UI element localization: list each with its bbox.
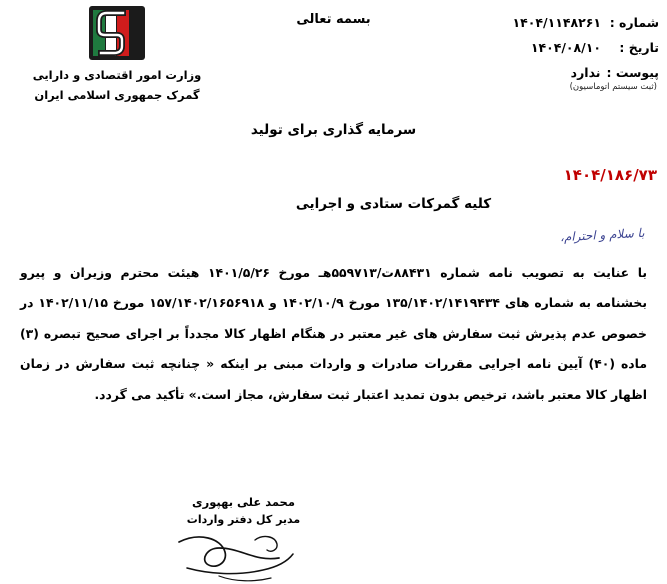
organization-name-line1: وزارت امور اقتصادی و دارایی [32,68,202,82]
document-number: ۱۴۰۴/۱۸۶/۷۳ [563,166,657,184]
organization-logo-block [12,6,222,105]
meta-label-number: شماره : [609,15,659,30]
document-header [0,0,667,130]
document-subject: سرمایه گذاری برای تولید [250,122,417,138]
body-paragraph: با عنایت به تصویب نامه شماره ۸۸۴۳۱ت/۵۵۹۷۱۳هـ مورخ ۱۴۰۱/۵/۲۶ هیئت محترم وزیران و پیرو بخشنامه به شماره های ۱۳۵/۱۴۰۲/۱۴۱۹۴۳۴ مورخ ۱۴۰۲/۱۰/۹ و ۱۵۷/۱۴۰۲/۱۶۵۶۹۱۸ مورخ ۱۴۰۲/۱۱/۱۵ در خصوص عدم پذیرش ثبت سفارش های غیر معتبر در هنگام اظهار کالا مجدداً بر اجرای صحیح تبصره (۳) ماده (۴۰) آیین نامه اجرایی مقررات صادرات و واردات مبنی بر اینکه « چنانچه ثبت سفارش در زمان اظهار کالا معتبر باشد، ترخیص بدون تمدید اعتبار ثبت سفارش، مجاز است.» تأکید می گردد. [20,265,648,402]
organization-name-line2: گمرک جمهوری اسلامی ایران [34,87,200,102]
meta-row-date [469,35,659,60]
document-salutation: با سلام و احترام، [560,225,646,245]
meta-value-attachment: ندارد [570,65,601,80]
document-addressee: کلیه گمرکات ستادی و اجرایی [295,196,492,212]
signature-block [0,492,667,584]
document-body [20,258,647,412]
meta-value-date: ۱۴۰۴/۰۸/۱۰ [530,40,601,55]
signatory-title: مدیر کل دفتر واردات [186,512,301,526]
customs-emblem-icon [89,6,145,60]
handwritten-signature [0,528,487,584]
signatory-name: محمد علی بهپوری [192,495,295,509]
meta-automation-note: (ثبت سیستم اتوماسیون) [569,82,657,92]
meta-value-number: ۱۴۰۴/۱۱۴۸۲۶۱ [512,15,601,30]
basmala-text: بسمه تعالی [296,12,371,27]
meta-label-date: تاریخ : [619,40,659,55]
meta-label-attachment: پیوست : [606,65,659,80]
